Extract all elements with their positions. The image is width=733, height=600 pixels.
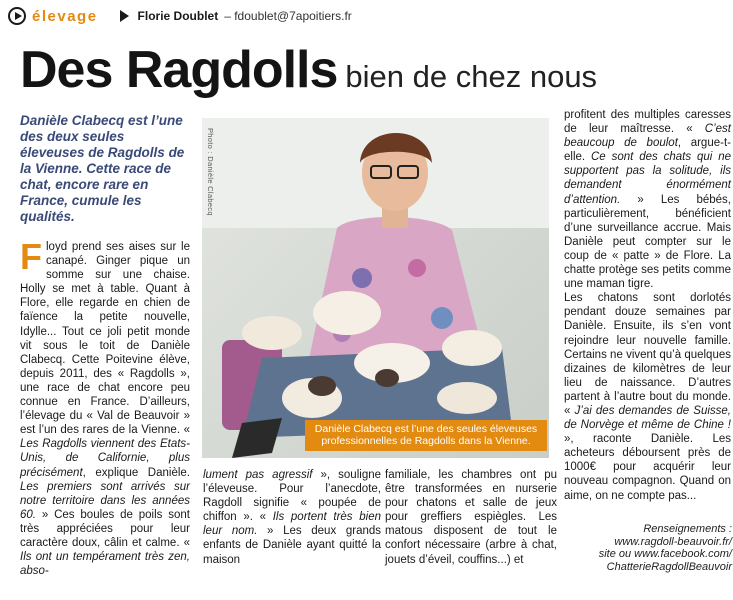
paragraph-text: », souligne l’éleveuse. Pour l’anecdote, Ragdoll signifie « poupée de chiffon ». « bbox=[203, 469, 382, 524]
article-column-2 bbox=[203, 468, 381, 567]
photo-caption: Danièle Clabecq est l’une des seules éleveuses professionnelles de Ragdolls dans la Vienne. bbox=[305, 420, 547, 451]
article-column-1 bbox=[20, 236, 191, 578]
section-label: élevage bbox=[32, 7, 98, 25]
paragraph-text: profitent des multiples caresses de leur maîtresse. « bbox=[564, 109, 731, 136]
info-facebook-page[interactable]: ChatterieRagdollBeauvoir bbox=[606, 561, 732, 574]
headline bbox=[20, 40, 597, 100]
headline-sub: bien de chez nous bbox=[345, 59, 598, 94]
quote-text: J’ai des demandes de Suisse, de Norvège et même de Chine ! bbox=[564, 404, 731, 432]
info-label: Renseignements : bbox=[643, 523, 732, 535]
quote-text: C’est beaucoup de boulot bbox=[564, 123, 731, 150]
paragraph-text: », raconte Danièle. Les acheteurs déboursent près de 1000€ pour acquérir leur nouveau compagnon. Quand on aime, on ne compte pas... bbox=[564, 433, 731, 502]
drop-cap: F bbox=[20, 236, 42, 277]
quote-text: lument pas agressif bbox=[203, 469, 313, 481]
article-column-3 bbox=[385, 468, 557, 567]
info-facebook-link[interactable]: site ou www.facebook.com/ bbox=[598, 548, 732, 561]
paragraph-text: Les chatons sont dorlotés pendant douze semaines par Danièle. Ensuite, ils s’en vont rejoindre leur nouvelle famille. Certains ne vivent qu’à quelques dizaines de kilomètres de leur lieu de naissance. D’autres partent à l’autre bout du monde. « bbox=[564, 292, 731, 417]
article-column-4 bbox=[564, 108, 731, 503]
photo-illustration bbox=[202, 118, 549, 458]
info-website-link[interactable]: www.ragdoll-beauvoir.fr/ bbox=[614, 535, 732, 548]
play-circle-icon bbox=[8, 7, 26, 25]
photo-credit: Photo : Danièle Clabecq bbox=[206, 128, 215, 216]
info-box bbox=[578, 523, 732, 574]
author-name: Florie Doublet bbox=[137, 9, 219, 23]
paragraph-text: , argue-t-elle. bbox=[564, 137, 731, 164]
quote-text: Les premiers sont arrivés sur notre territoire dans les années 60. bbox=[20, 480, 190, 521]
paragraph-text: familiale, les chambres ont pu être transformées en nurserie pour chatons et salle de jeux pour greffiers espiègles. Les matous disposent de tout le confort nécessaire (arbre à chat, jouets d’éveil, couffins...) et bbox=[385, 469, 557, 566]
paragraph-text: , explique Danièle. bbox=[82, 466, 190, 479]
article-photo bbox=[202, 118, 549, 458]
paragraph-text: » Les deux grands enfants de Danièle ayant quitté la maison bbox=[203, 525, 382, 566]
paragraph-text: loyd prend ses aises sur le canapé. Ginger pique un somme sur une chaise. Holly se met à table. Quant à Flore, elle regarde en chien de faïence la petite nouvelle, Idylle... Tout ce joli petit monde vit sous le toit de Danièle Clabecq. Cette Poitevine élève, depuis 2011, des « Ragdolls », une race de chat encore peu connue en France. D’ailleurs, l’élevage du « Val de Beauvoir » est l’un des rares de la Vienne. « bbox=[20, 241, 190, 437]
section-header bbox=[8, 4, 352, 28]
quote-text: Ce sont des chats qui ne supportent pas la solitude, ils demandent énormément d’attention. bbox=[564, 151, 731, 206]
quote-text: Ils portent très bien leur nom. bbox=[203, 511, 381, 538]
paragraph-text: » Ces boules de poils sont très appréciées pour leur caractère doux, câlin et calme. « bbox=[20, 508, 191, 549]
paragraph-text: » Les bébés, particulièrement, bénéficient d’une surveillance accrue. Mais Danièle peut compter sur le coup de « patte » de Flore. La chatte protège ses petits comme une maman tigre. bbox=[564, 193, 731, 291]
quote-text: Ils ont un tempérament très zen, abso- bbox=[20, 551, 190, 578]
author-email: – fdoublet@7apoitiers.fr bbox=[224, 9, 352, 23]
quote-text: Les Ragdolls viennent des Etats-Unis, de Californie, plus précisément bbox=[20, 438, 190, 479]
article-intro: Danièle Clabecq est l’une des deux seules éleveuses de Ragdolls de la Vienne. Cette race de chat, encore rare en France, cumule les qualités. bbox=[20, 113, 185, 224]
arrow-right-icon bbox=[120, 10, 129, 22]
headline-main: Des Ragdolls bbox=[20, 41, 338, 99]
